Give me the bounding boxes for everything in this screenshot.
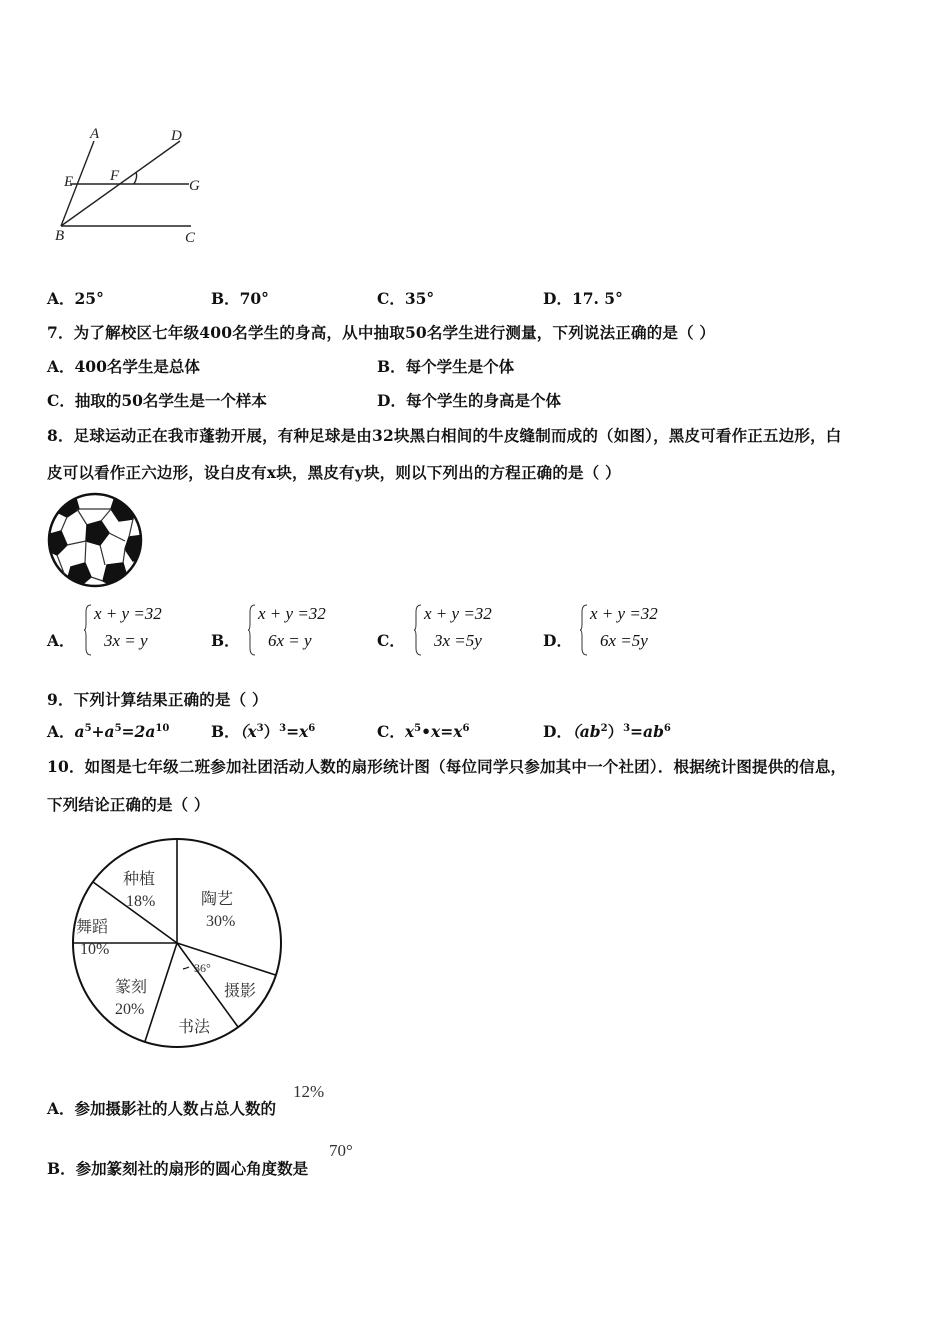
q7-option-a[interactable]: A．400名学生是总体 (47, 357, 200, 376)
q10-option-a-value: 12% (293, 1082, 325, 1101)
q10-option-a[interactable]: A．参加摄影社的人数占总人数的 (47, 1099, 277, 1118)
brace-icon (84, 604, 92, 656)
q10-option-b-value: 70° (329, 1141, 353, 1160)
pentagon-bottom-right (103, 563, 127, 587)
soccer-ball-image (45, 491, 145, 589)
label-a: A (90, 126, 100, 142)
q8-option-c-label[interactable]: C． (377, 631, 405, 650)
q8-option-c-system[interactable] (414, 604, 524, 658)
q8-option-d-label[interactable]: D． (543, 631, 572, 650)
label-f: F (110, 168, 120, 184)
pie-percent-3: 20% (115, 1001, 145, 1018)
q8-stem-line2: 皮可以看作正六边形，设白皮有x块，黑皮有y块，则以下列出的方程正确的是（ ） (47, 463, 621, 482)
equation-row2: 6x =5y (600, 631, 648, 650)
q10-stem-line2: 下列结论正确的是（ ） (47, 795, 210, 814)
label-e: E (64, 174, 74, 190)
label-c: C (185, 230, 196, 246)
q7-option-c[interactable]: C．抽取的50名学生是一个样本 (47, 391, 267, 410)
q7-option-d[interactable]: D．每个学生的身高是个体 (377, 391, 561, 410)
q6-option-d[interactable]: D．17. 5° (543, 289, 623, 308)
q9-option-d[interactable]: D．$(ab^2)^3=ab^6$ (543, 722, 671, 741)
label-d: D (171, 128, 182, 144)
brace-icon (580, 604, 588, 656)
pie-label-5: 种植 (123, 871, 156, 888)
label-b: B (55, 228, 65, 244)
q8-option-b-system[interactable] (248, 604, 358, 658)
q8-option-a-label[interactable]: A． (47, 631, 75, 650)
equation-row2: 3x =5y (434, 631, 482, 650)
q6-option-c[interactable]: C．35° (377, 289, 435, 308)
equation-row1: x + y =32 (424, 604, 492, 623)
q7-stem: 7．为了解校区七年级400名学生的身高，从中抽取50名学生进行测量，下列说法正确的是（ ） (47, 323, 716, 342)
pie-slice-boundary-3 (145, 943, 177, 1042)
pie-percent-5: 18% (126, 893, 156, 910)
q9-option-a[interactable]: A．$a^5+a^5=2a^{10}$ (47, 722, 170, 741)
pie-label-1: 摄影 (224, 983, 257, 1000)
equation-row1: x + y =32 (94, 604, 162, 623)
q6-option-a[interactable]: A．25° (47, 289, 104, 308)
pie-label-4: 舞蹈 (76, 919, 109, 936)
pie-percent-4: 10% (80, 941, 110, 958)
equation-row2: 3x = y (104, 631, 148, 650)
q10-stem-line1: 10．如图是七年级二班参加社团活动人数的扇形统计图（每位同学只参加其中一个社团）．根据统计图提供的信息， (47, 757, 847, 776)
equation-row1: x + y =32 (258, 604, 326, 623)
equation-row2: 6x = y (268, 631, 312, 650)
q9-stem: 9．下列计算结果正确的是（ ） (47, 690, 268, 709)
angle-arc-36 (183, 967, 189, 969)
q7-option-b[interactable]: B．每个学生是个体 (377, 357, 515, 376)
brace-icon (414, 604, 422, 656)
pie-label-3: 篆刻 (115, 979, 148, 996)
pie-label-0: 陶艺 (201, 891, 234, 908)
pie-percent-0: 30% (206, 913, 236, 930)
q6-option-b[interactable]: B．70° (211, 289, 269, 308)
brace-icon (248, 604, 256, 656)
q8-stem-line1: 8．足球运动正在我市蓬勃开展，有种足球是由32块黑白相间的牛皮缝制而成的（如图），黑皮可看作正五边形，白 (47, 426, 842, 445)
q6-geometry-figure (50, 125, 210, 250)
q8-option-d-system[interactable] (580, 604, 690, 658)
equation-row1: x + y =32 (590, 604, 658, 623)
pie-slice-boundary-1 (177, 943, 276, 975)
q8-option-b-label[interactable]: B． (211, 631, 240, 650)
q9-option-c[interactable]: C．$x^5•x=x^6$ (377, 722, 470, 741)
club-pie-chart (70, 836, 290, 1056)
pie-angle-label: 36° (194, 961, 211, 975)
q8-option-a-system[interactable] (84, 604, 194, 658)
q9-option-b[interactable]: B．$(x^3)^3=x^6$ (211, 722, 316, 741)
q10-option-b[interactable]: B．参加篆刻社的扇形的圆心角度数是 (47, 1159, 309, 1178)
label-g: G (189, 178, 200, 194)
pie-label-2: 书法 (178, 1019, 211, 1036)
